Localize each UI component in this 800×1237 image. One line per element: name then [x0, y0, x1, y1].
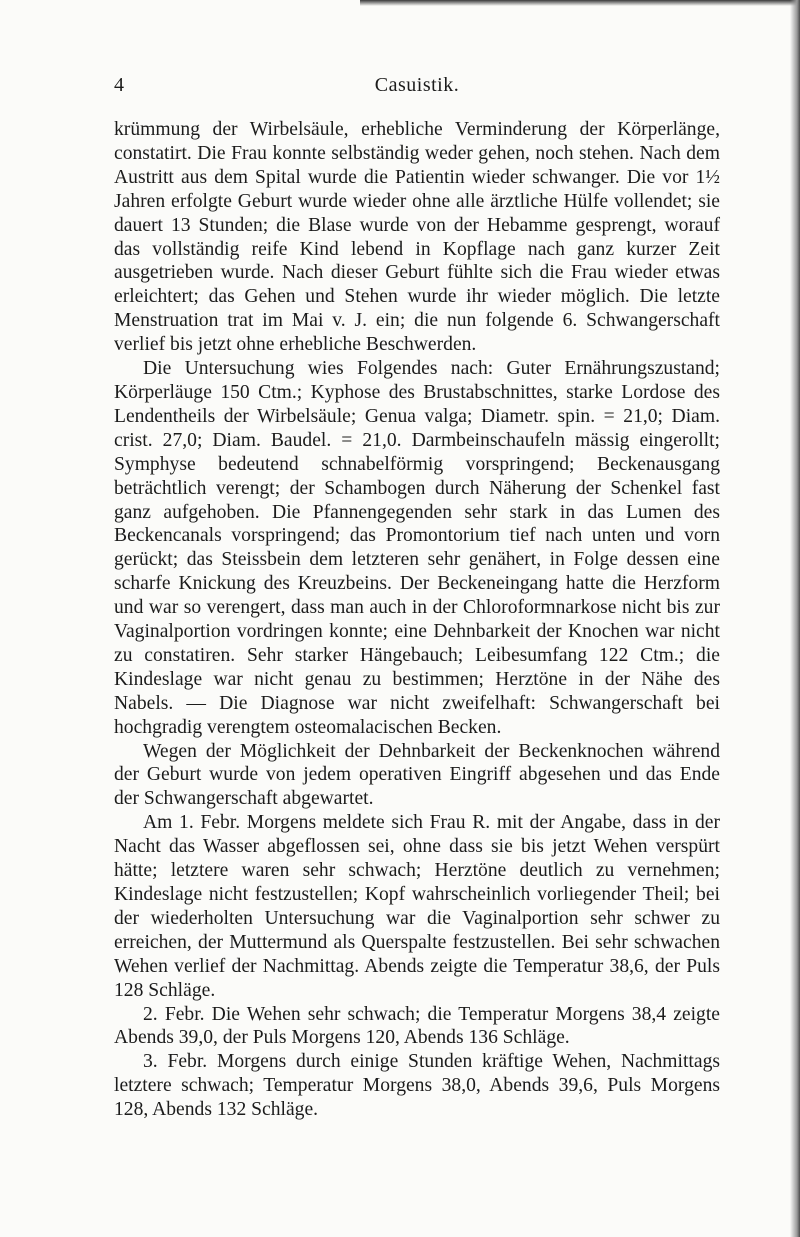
paragraph-6: 3. Febr. Morgens durch einige Stunden kräftige Wehen, Nachmittags letztere schwach; Temperatur Morgens 38,0, Abends 39,6, Puls Morgens 128, Abends 132 Schläge.: [114, 1051, 720, 1121]
running-head: [114, 74, 720, 104]
paragraph-4: Am 1. Febr. Morgens meldete sich Frau R. mit der Angabe, dass in der Nacht das Wasser abgeflossen sei, ohne dass sie bis jetzt Wehen verspürt hätte; letztere waren sehr schwach; Herztöne deutlich zu vernehmen; Kindeslage nicht festzustellen; Kopf wahrscheinlich vorliegender Theil; bei der wiederholten Untersuchung war die Vaginalportion sehr schwer zu erreichen, der Muttermund als Querspalte festzustellen. Bei sehr schwachen Wehen verlief der Nachmittag. Abends zeigte die Temperatur 38,6, der Puls 128 Schläge.: [114, 812, 720, 1001]
paragraph-5: 2. Febr. Die Wehen sehr schwach; die Temperatur Morgens 38,4 zeigte Abends 39,0, der Puls Morgens 120, Abends 136 Schläge.: [114, 1003, 720, 1049]
running-head-title: Casuistik.: [374, 74, 460, 96]
body-text: [114, 118, 720, 1122]
scan-top-shadow: [360, 0, 800, 6]
page-binding-edge: [790, 0, 800, 1237]
page-number: 4: [114, 74, 124, 96]
paragraph-2: Die Untersuchung wies Folgendes nach: Guter Ernährungszustand; Körperläuge 150 Ctm.; Kyphose des Brustabschnittes, starke Lordose des Lendentheils der Wirbelsäule; Genua valga; Diametr. spin. = 21,0; Diam. crist. 27,0; Diam. Baudel. = 21,0. Darmbeinschaufeln mässig eingerollt; Symphyse bedeutend schnabelförmig vorspringend; Beckenausgang beträchtlich verengt; der Schambogen durch Näherung der Schenkel fast ganz aufgehoben. Die Pfannengegenden sehr stark in das Lumen des Beckencanals vorspringend; das Promontorium tief nach unten und vorn gerückt; das Steissbein dem letzteren sehr genähert, in Folge dessen eine scharfe Knickung des Kreuzbeins. Der Beckeneingang hatte die Herzform und war so verengert, dass man auch in der Chloroformnarkose nicht bis zur Vaginalportion vordringen konnte; eine Dehnbarkeit der Knochen war nicht zu constatiren. Sehr starker Hängebauch; Leibesumfang 122 Ctm.; die Kindeslage war nicht genau zu bestimmen; Herztöne in der Nähe des Nabels. — Die Diagnose war nicht zweifelhaft: Schwangerschaft bei hochgradig verengtem osteomalacischen Becken.: [114, 358, 720, 738]
paragraph-1: krümmung der Wirbelsäule, erhebliche Verminderung der Körperlänge, constatirt. Die Frau konnte selbständig weder gehen, noch stehen. Nach dem Austritt aus dem Spital wurde die Patientin wieder schwanger. Die vor 1½ Jahren erfolgte Geburt wurde wieder ohne alle ärztliche Hülfe vollendet; sie dauert 13 Stunden; die Blase wurde von der Hebamme gesprengt, worauf das vollständig reife Kind lebend in Kopflage nach ganz kurzer Zeit ausgetrieben wurde. Nach dieser Geburt fühlte sich die Frau wieder etwas erleichtert; das Gehen und Stehen wurde ihr wieder möglich. Die letzte Menstruation trat im Mai v. J. ein; die nun folgende 6. Schwangerschaft verlief bis jetzt ohne erhebliche Beschwerden.: [114, 119, 720, 356]
paragraph-3: Wegen der Möglichkeit der Dehnbarkeit der Beckenknochen während der Geburt wurde von jedem operativen Eingriff abgesehen und das Ende der Schwangerschaft abgewartet.: [114, 740, 720, 810]
